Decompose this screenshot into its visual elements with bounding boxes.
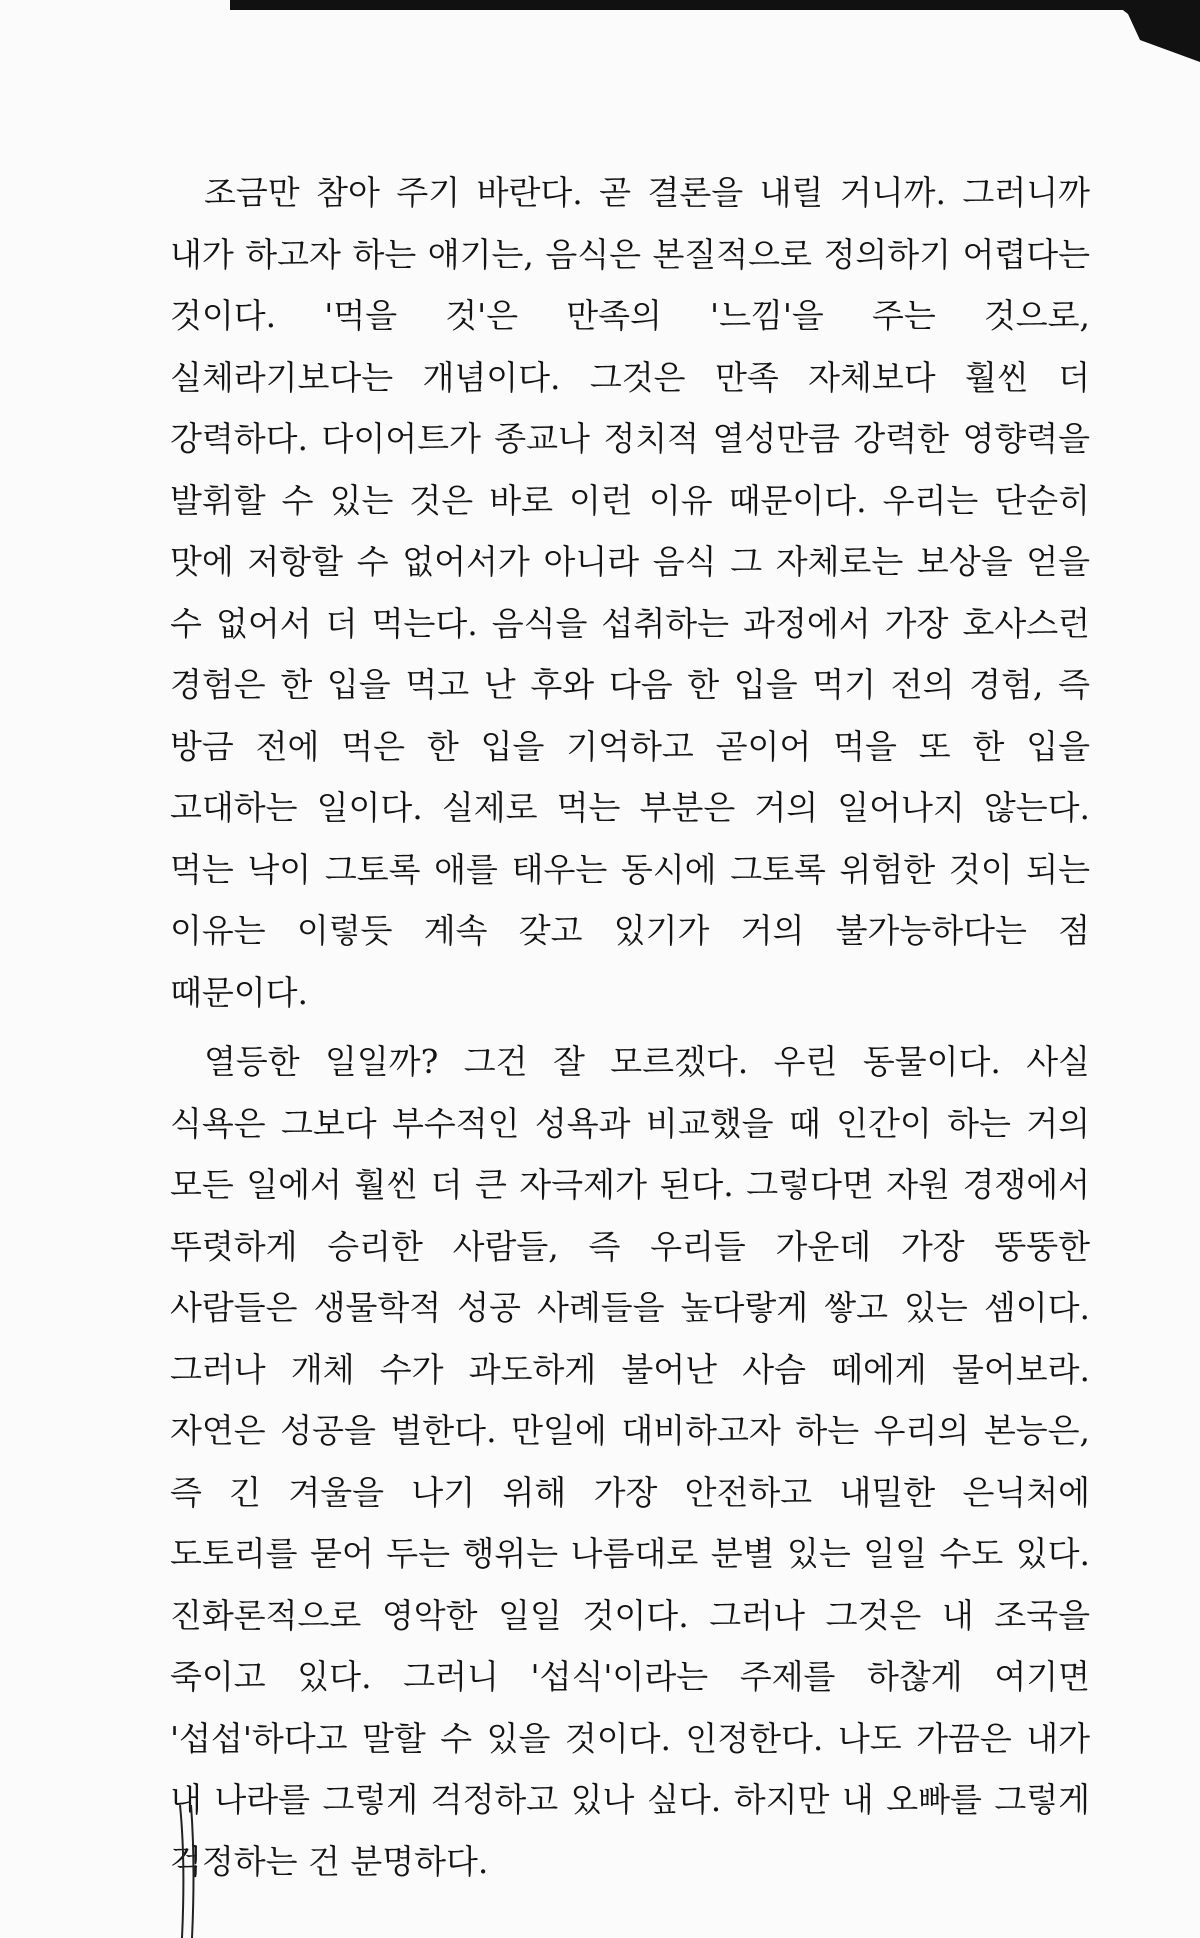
paragraph-1: 조금만 참아 주기 바란다. 곧 결론을 내릴 거니까. 그러니까 내가 하고자 하는 얘기는, 음식은 본질적으로 정의하기 어렵다는 것이다. '먹을 것'은 만족의 '느낌'을 주는 것으로, 실체라기보다는 개념이다. 그것은 만족 자체보다 훨씬 더 강력하다. 다이어트가 종교나 정치적 열성만큼 강력한 영향력을 발휘할 수 있는 것은 바로 이런 이유 때문이다. 우리는 단순히 맛에 저항할 수 없어서가 아니라 음식 그 자체로는 보상을 얻을 수 없어서 더 먹는다. 음식을 섭취하는 과정에서 가장 호사스런 경험은 한 입을 먹고 난 후와 다음 한 입을 먹기 전의 경험, 즉 방금 전에 먹은 한 입을 기억하고 곧이어 먹을 또 한 입을 고대하는 일이다. 실제로 먹는 부분은 거의 일어나지 않는다. 먹는 낙이 그토록 애를 태우는 동시에 그토록 위험한 것이 되는 이유는 이렇듯 계속 갖고 있기가 거의 불가능하다는 점 때문이다.	[170, 173, 1090, 1012]
body-text	[170, 162, 1090, 1892]
scan-corner-shadow	[1110, 0, 1200, 62]
paragraph-2: 열등한 일일까? 그건 잘 모르겠다. 우린 동물이다. 사실 식욕은 그보다 부수적인 성욕과 비교했을 때 인간이 하는 거의 모든 일에서 훨씬 더 큰 자극제가 된다. 그렇다면 자원 경쟁에서 뚜렷하게 승리한 사람들, 즉 우리들 가운데 가장 뚱뚱한 사람들은 생물학적 성공 사례들을 높다랗게 쌓고 있는 셈이다. 그러나 개체 수가 과도하게 불어난 사슴 떼에게 물어보라. 자연은 성공을 벌한다. 만일에 대비하고자 하는 우리의 본능은, 즉 긴 겨울을 나기 위해 가장 안전하고 내밀한 은닉처에 도토리를 묻어 두는 행위는 나름대로 분별 있는 일일 수도 있다. 진화론적으로 영악한 일일 것이다. 그러나 그것은 내 조국을 죽이고 있다. 그러니 '섭식'이라는 주제를 하찮게 여기면 '섭섭'하다고 말할 수 있을 것이다. 인정한다. 나도 가끔은 내가 내 나라를 그렇게 걱정하고 있나 싶다. 하지만 내 오빠를 그렇게 걱정하는 건 분명하다.	[170, 1042, 1090, 1881]
scan-top-edge	[230, 0, 1200, 10]
binding-margin-lines	[178, 1805, 208, 1938]
